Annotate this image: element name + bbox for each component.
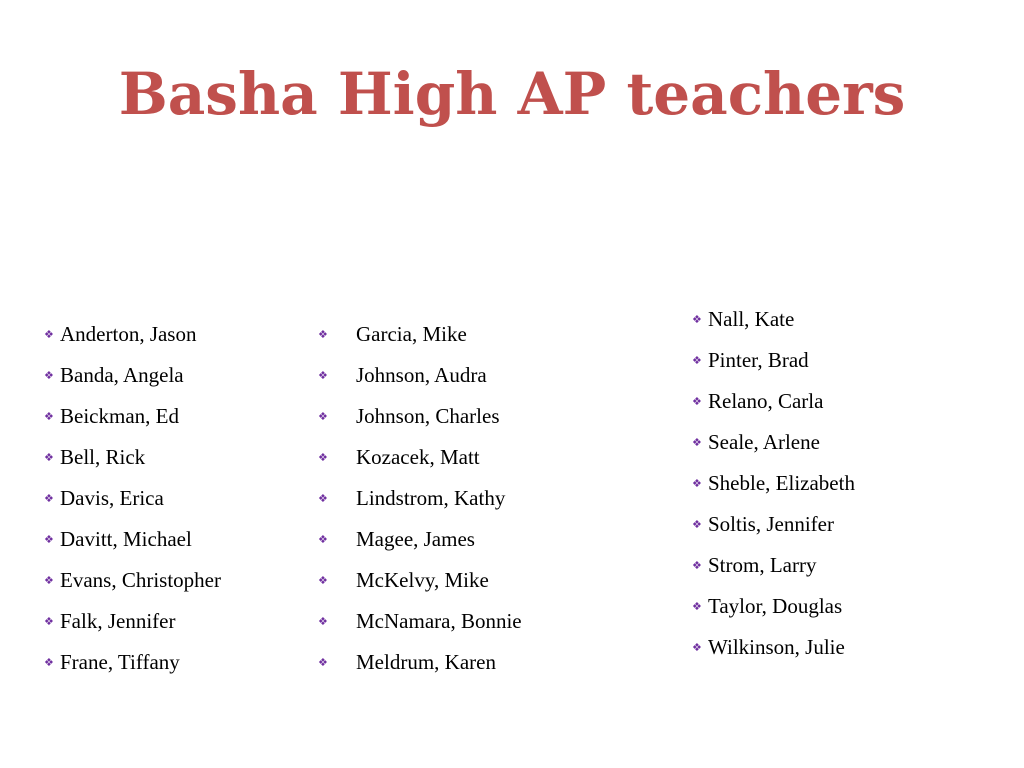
teacher-name: Kozacek, Matt: [356, 445, 480, 469]
teacher-name: Strom, Larry: [708, 553, 817, 577]
teacher-name: Meldrum, Karen: [356, 650, 496, 674]
diamond-bullet-icon: ❖: [692, 313, 702, 326]
teacher-name: Taylor, Douglas: [708, 594, 843, 618]
list-item: [692, 299, 992, 340]
diamond-bullet-icon: ❖: [692, 354, 702, 367]
diamond-bullet-icon: ❖: [44, 410, 54, 423]
diamond-bullet-icon: ❖: [44, 533, 54, 546]
diamond-bullet-icon: ❖: [44, 656, 54, 669]
list-item: [692, 586, 992, 627]
diamond-bullet-icon: ❖: [44, 369, 54, 382]
list-item: [318, 478, 638, 519]
list-item: [318, 519, 638, 560]
teacher-name: Sheble, Elizabeth: [708, 471, 855, 495]
diamond-bullet-icon: ❖: [44, 492, 54, 505]
teacher-name: Frane, Tiffany: [60, 650, 180, 674]
diamond-bullet-icon: ❖: [44, 328, 54, 341]
teacher-name: Nall, Kate: [708, 307, 795, 331]
teacher-name: Davis, Erica: [60, 486, 164, 510]
diamond-bullet-icon: ❖: [692, 600, 702, 613]
teacher-list-column-1: [44, 314, 304, 683]
teacher-name: Pinter, Brad: [708, 348, 809, 372]
list-item: [44, 437, 304, 478]
diamond-bullet-icon: ❖: [318, 492, 328, 505]
teacher-name: Evans, Christopher: [60, 568, 221, 592]
list-item: [44, 642, 304, 683]
teacher-list-column-2: [318, 314, 638, 683]
diamond-bullet-icon: ❖: [318, 328, 328, 341]
list-item: [44, 560, 304, 601]
list-item: [692, 463, 992, 504]
teacher-name: Johnson, Audra: [356, 363, 487, 387]
diamond-bullet-icon: ❖: [692, 395, 702, 408]
teacher-name: Falk, Jennifer: [60, 609, 176, 633]
diamond-bullet-icon: ❖: [318, 451, 328, 464]
slide-title: Basha High AP teachers: [118, 60, 906, 128]
diamond-bullet-icon: ❖: [318, 574, 328, 587]
teacher-name: Seale, Arlene: [708, 430, 820, 454]
diamond-bullet-icon: ❖: [318, 410, 328, 423]
teacher-name: Relano, Carla: [708, 389, 824, 413]
teacher-name: Davitt, Michael: [60, 527, 192, 551]
list-item: [692, 381, 992, 422]
teacher-name: Anderton, Jason: [60, 322, 197, 346]
list-item: [318, 560, 638, 601]
teacher-name: Garcia, Mike: [356, 322, 467, 346]
diamond-bullet-icon: ❖: [692, 641, 702, 654]
diamond-bullet-icon: ❖: [692, 518, 702, 531]
list-item: [44, 314, 304, 355]
teacher-name: Soltis, Jennifer: [708, 512, 834, 536]
teacher-name: Johnson, Charles: [356, 404, 500, 428]
list-item: [692, 545, 992, 586]
list-item: [44, 601, 304, 642]
teacher-name: Bell, Rick: [60, 445, 146, 469]
list-item: [318, 314, 638, 355]
teacher-name: Wilkinson, Julie: [708, 635, 845, 659]
list-item: [692, 627, 992, 668]
diamond-bullet-icon: ❖: [692, 559, 702, 572]
diamond-bullet-icon: ❖: [318, 533, 328, 546]
teacher-name: McKelvy, Mike: [356, 568, 489, 592]
teacher-name: McNamara, Bonnie: [356, 609, 522, 633]
diamond-bullet-icon: ❖: [318, 369, 328, 382]
diamond-bullet-icon: ❖: [318, 615, 328, 628]
teacher-name: Lindstrom, Kathy: [356, 486, 506, 510]
list-item: [318, 396, 638, 437]
list-item: [44, 478, 304, 519]
list-item: [318, 601, 638, 642]
list-item: [44, 355, 304, 396]
diamond-bullet-icon: ❖: [44, 451, 54, 464]
list-item: [318, 437, 638, 478]
list-item: [44, 396, 304, 437]
diamond-bullet-icon: ❖: [692, 436, 702, 449]
diamond-bullet-icon: ❖: [318, 656, 328, 669]
diamond-bullet-icon: ❖: [44, 574, 54, 587]
list-item: [44, 519, 304, 560]
teacher-name: Banda, Angela: [60, 363, 184, 387]
teacher-name: Beickman, Ed: [60, 404, 179, 428]
teacher-name: Magee, James: [356, 527, 475, 551]
list-item: [692, 422, 992, 463]
diamond-bullet-icon: ❖: [692, 477, 702, 490]
list-item: [692, 340, 992, 381]
list-item: [318, 642, 638, 683]
list-item: [692, 504, 992, 545]
diamond-bullet-icon: ❖: [44, 615, 54, 628]
list-item: [318, 355, 638, 396]
teacher-list-column-3: [692, 299, 992, 668]
